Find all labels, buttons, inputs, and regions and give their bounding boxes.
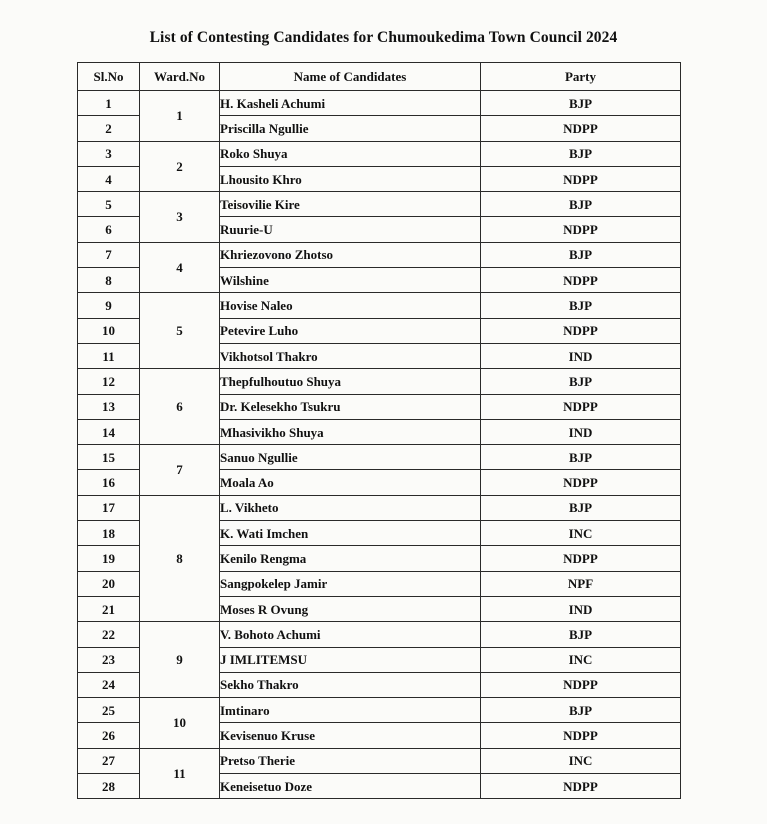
sl-no-cell: 4	[78, 166, 140, 191]
party-cell: IND	[481, 343, 681, 368]
candidates-table	[77, 62, 681, 799]
sl-no-cell: 1	[78, 91, 140, 116]
candidate-name-cell: Kevisenuo Kruse	[220, 723, 481, 748]
table-row	[78, 445, 681, 470]
sl-no-cell: 5	[78, 192, 140, 217]
party-cell: BJP	[481, 293, 681, 318]
candidate-name-cell: Pretso Therie	[220, 748, 481, 773]
table-row	[78, 141, 681, 166]
sl-no-cell: 19	[78, 546, 140, 571]
sl-no-cell: 13	[78, 394, 140, 419]
candidate-name-cell: Kenilo Rengma	[220, 546, 481, 571]
candidate-name-cell: Roko Shuya	[220, 141, 481, 166]
party-cell: BJP	[481, 698, 681, 723]
party-cell: BJP	[481, 192, 681, 217]
party-cell: INC	[481, 748, 681, 773]
sl-no-cell: 16	[78, 470, 140, 495]
ward-no-cell: 8	[140, 495, 220, 621]
sl-no-cell: 20	[78, 571, 140, 596]
party-cell: IND	[481, 596, 681, 621]
header-name: Name of Candidates	[220, 63, 481, 91]
ward-no-cell: 7	[140, 445, 220, 496]
candidate-name-cell: Sanuo Ngullie	[220, 445, 481, 470]
header-sl-no: Sl.No	[78, 63, 140, 91]
candidate-name-cell: Hovise Naleo	[220, 293, 481, 318]
party-cell: BJP	[481, 91, 681, 116]
sl-no-cell: 21	[78, 596, 140, 621]
sl-no-cell: 18	[78, 521, 140, 546]
sl-no-cell: 6	[78, 217, 140, 242]
ward-no-cell: 5	[140, 293, 220, 369]
party-cell: NDPP	[481, 166, 681, 191]
candidate-name-cell: H. Kasheli Achumi	[220, 91, 481, 116]
party-cell: NDPP	[481, 217, 681, 242]
ward-no-cell: 1	[140, 91, 220, 142]
table-row	[78, 698, 681, 723]
table-row	[78, 369, 681, 394]
candidate-name-cell: J IMLITEMSU	[220, 647, 481, 672]
sl-no-cell: 15	[78, 445, 140, 470]
ward-no-cell: 2	[140, 141, 220, 192]
candidate-name-cell: L. Vikheto	[220, 495, 481, 520]
party-cell: BJP	[481, 242, 681, 267]
party-cell: NDPP	[481, 318, 681, 343]
table-row	[78, 293, 681, 318]
sl-no-cell: 22	[78, 622, 140, 647]
party-cell: NDPP	[481, 268, 681, 293]
table-row	[78, 622, 681, 647]
table-row	[78, 495, 681, 520]
sl-no-cell: 24	[78, 672, 140, 697]
party-cell: NDPP	[481, 394, 681, 419]
candidate-name-cell: Imtinaro	[220, 698, 481, 723]
party-cell: BJP	[481, 369, 681, 394]
candidate-name-cell: Mhasivikho Shuya	[220, 419, 481, 444]
party-cell: NDPP	[481, 774, 681, 799]
sl-no-cell: 7	[78, 242, 140, 267]
header-ward-no: Ward.No	[140, 63, 220, 91]
candidate-name-cell: Thepfulhoutuo Shuya	[220, 369, 481, 394]
candidate-name-cell: Moala Ao	[220, 470, 481, 495]
header-party: Party	[481, 63, 681, 91]
table-row	[78, 192, 681, 217]
table-row	[78, 91, 681, 116]
party-cell: IND	[481, 419, 681, 444]
ward-no-cell: 3	[140, 192, 220, 243]
candidate-name-cell: K. Wati Imchen	[220, 521, 481, 546]
party-cell: NDPP	[481, 470, 681, 495]
candidate-name-cell: Priscilla Ngullie	[220, 116, 481, 141]
ward-no-cell: 11	[140, 748, 220, 799]
party-cell: NDPP	[481, 672, 681, 697]
ward-no-cell: 6	[140, 369, 220, 445]
candidate-name-cell: Moses R Ovung	[220, 596, 481, 621]
sl-no-cell: 10	[78, 318, 140, 343]
party-cell: BJP	[481, 445, 681, 470]
candidate-name-cell: Wilshine	[220, 268, 481, 293]
ward-no-cell: 4	[140, 242, 220, 293]
party-cell: NDPP	[481, 546, 681, 571]
party-cell: BJP	[481, 622, 681, 647]
party-cell: BJP	[481, 141, 681, 166]
sl-no-cell: 27	[78, 748, 140, 773]
ward-no-cell: 9	[140, 622, 220, 698]
party-cell: NDPP	[481, 723, 681, 748]
sl-no-cell: 28	[78, 774, 140, 799]
sl-no-cell: 3	[78, 141, 140, 166]
sl-no-cell: 8	[78, 268, 140, 293]
candidate-name-cell: Lhousito Khro	[220, 166, 481, 191]
ward-no-cell: 10	[140, 698, 220, 749]
party-cell: INC	[481, 521, 681, 546]
candidate-name-cell: Dr. Kelesekho Tsukru	[220, 394, 481, 419]
sl-no-cell: 2	[78, 116, 140, 141]
document-title: List of Contesting Candidates for Chumoukedima Town Council 2024	[149, 29, 618, 46]
sl-no-cell: 12	[78, 369, 140, 394]
sl-no-cell: 9	[78, 293, 140, 318]
sl-no-cell: 26	[78, 723, 140, 748]
sl-no-cell: 23	[78, 647, 140, 672]
candidate-name-cell: V. Bohoto Achumi	[220, 622, 481, 647]
candidate-name-cell: Teisovilie Kire	[220, 192, 481, 217]
party-cell: BJP	[481, 495, 681, 520]
candidate-name-cell: Sekho Thakro	[220, 672, 481, 697]
candidate-name-cell: Khriezovono Zhotso	[220, 242, 481, 267]
candidate-name-cell: Keneisetuo Doze	[220, 774, 481, 799]
party-cell: NDPP	[481, 116, 681, 141]
table-body	[78, 91, 681, 799]
candidate-name-cell: Vikhotsol Thakro	[220, 343, 481, 368]
table-header	[78, 63, 681, 91]
party-cell: NPF	[481, 571, 681, 596]
header-row	[78, 63, 681, 91]
sl-no-cell: 11	[78, 343, 140, 368]
party-cell: INC	[481, 647, 681, 672]
table-row	[78, 242, 681, 267]
sl-no-cell: 14	[78, 419, 140, 444]
table-row	[78, 748, 681, 773]
sl-no-cell: 25	[78, 698, 140, 723]
candidate-name-cell: Sangpokelep Jamir	[220, 571, 481, 596]
candidate-name-cell: Ruurie-U	[220, 217, 481, 242]
sl-no-cell: 17	[78, 495, 140, 520]
candidate-name-cell: Petevire Luho	[220, 318, 481, 343]
